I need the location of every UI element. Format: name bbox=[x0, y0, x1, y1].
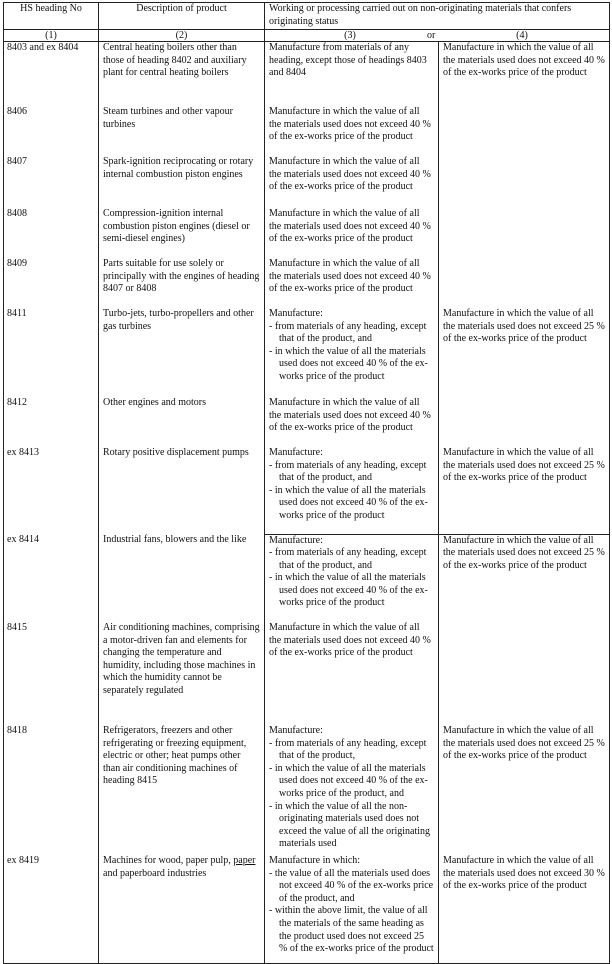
col-num-3: (3) bbox=[344, 30, 356, 41]
col-num-1: (1) bbox=[4, 30, 99, 42]
description-cell: Industrial fans, blowers and the like bbox=[99, 534, 265, 622]
alternative-rule-cell bbox=[439, 208, 610, 258]
description-cell: Rotary positive displacement pumps bbox=[99, 447, 265, 534]
rule-condition: - from materials of any heading, except that of the product, and bbox=[269, 459, 427, 484]
origin-rules-table bbox=[3, 2, 610, 964]
description-cell: Central heating boilers other than those of heading 8402 and auxiliary plant for central heating boilers bbox=[99, 42, 265, 107]
rule-condition: - within the above limit, the value of all the materials of the same heading as the product used does not exceed 25 % of the ex-works price of the product bbox=[269, 905, 434, 955]
rule-text: Manufacture in which the value of all the materials used does not exceed 40 % of the ex-works price of the product bbox=[269, 258, 431, 295]
table-row bbox=[4, 855, 610, 964]
rule-condition: - from materials of any heading, except that of the product, and bbox=[269, 547, 427, 571]
rule-condition: - in which the value of all the materials used does not exceed 40 % of the ex-works price of the product bbox=[269, 345, 428, 382]
table-row bbox=[4, 106, 610, 156]
working-processing-cell bbox=[265, 208, 439, 258]
hs-heading-cell: 8418 bbox=[4, 725, 99, 855]
table-row bbox=[4, 42, 610, 107]
working-processing-cell bbox=[265, 156, 439, 208]
hs-heading-cell: 8412 bbox=[4, 397, 99, 447]
column-number-row bbox=[4, 30, 610, 42]
alternative-rule-cell: Manufacture in which the value of all the materials used does not exceed 25 % of the ex-works price of the product bbox=[439, 447, 610, 534]
hs-heading-cell: ex 8419 bbox=[4, 855, 99, 964]
col-num-4: (4) bbox=[516, 30, 528, 41]
rule-condition: - in which the value of all the materials used does not exceed 40 % of the ex-works price of the product bbox=[269, 572, 428, 609]
hs-heading-cell: 8411 bbox=[4, 308, 99, 397]
alternative-rule-cell bbox=[439, 397, 610, 447]
description-cell: Turbo-jets, turbo-propellers and other gas turbines bbox=[99, 308, 265, 397]
alternative-rule-cell: Manufacture in which the value of all the materials used does not exceed 25 % of the ex-works price of the product bbox=[439, 534, 610, 622]
description-cell: Parts suitable for use solely or principally with the engines of heading 8407 or 8408 bbox=[99, 258, 265, 308]
header-row bbox=[4, 3, 610, 30]
description-cell: Air conditioning machines, comprising a motor-driven fan and elements for changing the temperature and humidity, including those machines in which the humidity cannot be separately regulated bbox=[99, 622, 265, 725]
working-processing-cell bbox=[265, 622, 439, 725]
table-row bbox=[4, 258, 610, 308]
header-description: Description of product bbox=[99, 3, 265, 30]
header-working-processing: Working or processing carried out on non-originating materials that confers originating status bbox=[265, 3, 610, 30]
rule-condition: - in which the value of all the non-originating materials used does not exceed the value of all the originating materials used bbox=[269, 800, 431, 850]
col-num-34 bbox=[265, 30, 610, 42]
table-row bbox=[4, 156, 610, 208]
rule-text: Manufacture in which the value of all the materials used does not exceed 40 % of the ex-works price of the product bbox=[269, 156, 431, 193]
alternative-rule-cell bbox=[439, 106, 610, 156]
rule-text: Manufacture in which the value of all the materials used does not exceed 40 % of the ex-works price of the product bbox=[269, 397, 431, 434]
description-text: and paperboard industries bbox=[103, 867, 207, 879]
rule-text: Manufacture from materials of any heading, except those of headings 8403 and 8404 bbox=[269, 42, 427, 79]
working-processing-cell bbox=[265, 308, 439, 397]
description-cell: Steam turbines and other vapour turbines bbox=[99, 106, 265, 156]
description-cell: Compression-ignition internal combustion piston engines (diesel or semi-diesel engines) bbox=[99, 208, 265, 258]
table-row bbox=[4, 308, 610, 397]
description-cell: Spark-ignition reciprocating or rotary internal combustion piston engines bbox=[99, 156, 265, 208]
alternative-rule-cell: Manufacture in which the value of all the materials used does not exceed 25 % of the ex-works price of the product bbox=[439, 308, 610, 397]
description-text: Machines for wood, paper pulp, bbox=[103, 855, 234, 866]
header-hs-heading: HS heading No bbox=[4, 3, 99, 30]
table-row bbox=[4, 534, 610, 622]
working-processing-cell bbox=[265, 258, 439, 308]
rule-condition: - in which the value of all the materials used does not exceed 40 % of the ex-works price of the product, and bbox=[269, 762, 428, 799]
working-processing-cell bbox=[265, 447, 439, 534]
rules-of-origin-table-page bbox=[3, 2, 609, 964]
alternative-rule-cell bbox=[439, 258, 610, 308]
rule-text: Manufacture in which: bbox=[269, 855, 361, 866]
rule-condition: - from materials of any heading, except that of the product, bbox=[269, 737, 427, 762]
rule-condition: - in which the value of all the materials used does not exceed 40 % of the ex-works price of the product bbox=[269, 484, 428, 521]
or-label: or bbox=[427, 30, 436, 41]
rule-condition: - the value of all the materials used does not exceed 40 % of the ex-works price of the product, and bbox=[269, 867, 434, 904]
alternative-rule-cell: Manufacture in which the value of all the materials used does not exceed 40 % of the ex-works price of the product bbox=[439, 42, 610, 107]
table-row bbox=[4, 622, 610, 725]
rule-text: Manufacture: bbox=[269, 308, 323, 319]
working-processing-cell bbox=[265, 42, 439, 107]
description-text-underlined: paper bbox=[233, 855, 256, 866]
rule-condition: - from materials of any heading, except that of the product, and bbox=[269, 320, 427, 345]
table-row bbox=[4, 725, 610, 855]
working-processing-cell bbox=[265, 855, 439, 964]
working-processing-cell bbox=[265, 397, 439, 447]
hs-heading-cell: 8408 bbox=[4, 208, 99, 258]
rule-text: Manufacture in which the value of all the materials used does not exceed 40 % of the ex-works price of the product bbox=[269, 106, 431, 143]
table-body bbox=[4, 42, 610, 964]
hs-heading-cell: 8406 bbox=[4, 106, 99, 156]
table-row bbox=[4, 397, 610, 447]
working-processing-cell bbox=[265, 534, 439, 622]
description-cell bbox=[99, 855, 265, 964]
hs-heading-cell: 8415 bbox=[4, 622, 99, 725]
hs-heading-cell: 8409 bbox=[4, 258, 99, 308]
table-row bbox=[4, 208, 610, 258]
rule-text: Manufacture in which the value of all the materials used does not exceed 40 % of the ex-works price of the product bbox=[269, 208, 431, 245]
rule-text: Manufacture: bbox=[269, 534, 323, 546]
hs-heading-cell: ex 8414 bbox=[4, 534, 99, 622]
rule-text: Manufacture: bbox=[269, 725, 323, 736]
alternative-rule-cell: Manufacture in which the value of all the materials used does not exceed 30 % of the ex-works price of the product bbox=[439, 855, 610, 964]
alternative-rule-cell: Manufacture in which the value of all the materials used does not exceed 25 % of the ex-works price of the product bbox=[439, 725, 610, 855]
alternative-rule-cell bbox=[439, 156, 610, 208]
working-processing-cell bbox=[265, 106, 439, 156]
table-row bbox=[4, 447, 610, 534]
hs-heading-cell: ex 8413 bbox=[4, 447, 99, 534]
hs-heading-cell: 8407 bbox=[4, 156, 99, 208]
col-num-2: (2) bbox=[99, 30, 265, 42]
description-cell: Other engines and motors bbox=[99, 397, 265, 447]
description-cell: Refrigerators, freezers and other refrigerating or freezing equipment, electric or other; heat pumps other than air conditioning machines of heading 8415 bbox=[99, 725, 265, 855]
hs-heading-cell: 8403 and ex 8404 bbox=[4, 42, 99, 107]
working-processing-cell bbox=[265, 725, 439, 855]
rule-text: Manufacture: bbox=[269, 447, 323, 458]
alternative-rule-cell bbox=[439, 622, 610, 725]
rule-text: Manufacture in which the value of all the materials used does not exceed 40 % of the ex-works price of the product bbox=[269, 622, 431, 659]
